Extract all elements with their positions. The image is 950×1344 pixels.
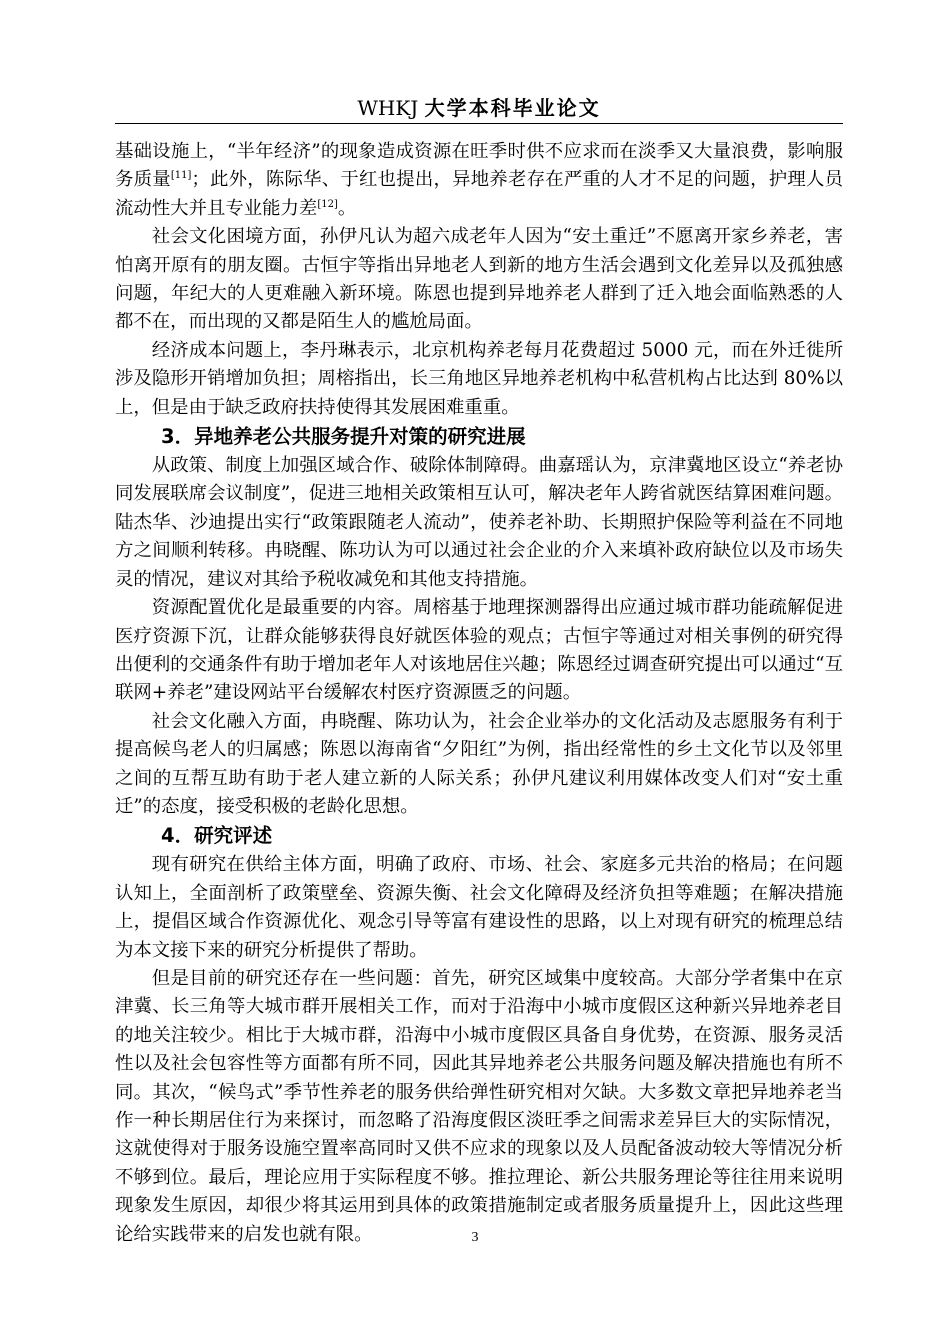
paragraph-economic-cost: 经济成本问题上，李丹琳表示，北京机构养老每月花费超过 5000 元，而在外迁徙所涉及隐形开销增加负担；周榕指出，长三角地区异地养老机构中私营机构占比达到 80%以上，但是由于缺乏政府扶持使得其发展困难重重。 xyxy=(115,339,843,418)
paragraph-review-problems: 但是目前的研究还存在一些问题：首先，研究区域集中度较高。大部分学者集中在京津冀、长三角等大城市群开展相关工作，而对于沿海中小城市度假区这种新兴异地养老目的地关注较少。相比于大城市群，沿海中小城市度假区具备自身优势，在资源、服务灵活性以及社会包容性等方面都有所不同，因此其异地养老公共服务问题及解决措施也有所不同。其次，“候鸟式”季节性养老的服务供给弹性研究相对欠缺。大多数文章把异地养老当作一种长期居住行为来探讨，而忽略了沿海度假区淡旺季之间需求差异巨大的实际情况，这就使得对于服务设施空置率高同时又供不应求的现象以及人员配备波动较大等情况分析不够到位。最后，理论应用于实际程度不够。推拉理论、新公共服务理论等往往用来说明现象发生原因，却很少将其运用到具体的政策措施制定或者服务质量提升上，因此这些理论给实践带来的启发也就有限。 xyxy=(115,967,843,1245)
paragraph-policy: 从政策、制度上加强区域合作、破除体制障碍。曲嘉瑶认为，京津冀地区设立“养老协同发展联席会议制度”，促进三地相关政策相互认可，解决老年人跨省就医结算困难问题。陆杰华、沙迪提出实行“政策跟随老人流动”，使养老补助、长期照护保险等利益在不同地方之间顺利转移。冉晓醒、陈功认为可以通过社会企业的介入来填补政府缺位以及市场失灵的情况，建议对其给予税收减免和其他支持措施。 xyxy=(115,455,843,590)
citation-ref: [12] xyxy=(317,198,338,210)
paragraph-review-summary: 现有研究在供给主体方面，明确了政府、市场、社会、家庭多元共治的格局；在问题认知上，全面剖析了政策壁垒、资源失衡、社会文化障碍及经济负担等难题；在解决措施上，提倡区域合作资源优化、观念引导等富有建设性的思路，以上对现有研究的梳理总结为本文接下来的研究分析提供了帮助。 xyxy=(115,854,843,961)
header-code: WHKJ xyxy=(357,96,419,120)
paragraph-resource-allocation: 资源配置优化是最重要的内容。周榕基于地理探测器得出应通过城市群功能疏解促进医疗资源下沉，让群众能够获得良好就医体验的观点；古恒宇等通过对相关事例的研究得出便利的交通条件有助于增加老年人对该地居住兴趣；陈恩经过调查研究提出可以通过“互联网+养老”建设网站平台缓解农村医疗资源匮乏的问题。 xyxy=(115,597,843,704)
header-title: 大学本科毕业论文 xyxy=(424,96,601,120)
paragraph-continued xyxy=(115,138,843,223)
citation-ref: [11] xyxy=(170,170,192,182)
page-number: 3 xyxy=(471,1230,479,1245)
paragraph-text: ；此外，陈际华、于红也提出，异地养老存在严重的人才不足的问题，护理人员流动性大并且专业能力差 xyxy=(115,169,843,219)
section-heading-3: 3．异地养老公共服务提升对策的研究进展 xyxy=(161,425,526,449)
paragraph-social-culture-integration: 社会文化融入方面，冉晓醒、陈功认为，社会企业举办的文化活动及志愿服务有利于提高候鸟老人的归属感；陈恩以海南省“夕阳红”为例，指出经常性的乡土文化节以及邻里之间的互帮互助有助于老人建立新的人际关系；孙伊凡建议利用媒体改变人们对“安土重迁”的态度，接受积极的老龄化思想。 xyxy=(115,710,843,817)
page-header xyxy=(115,93,843,124)
paragraph-text: 。 xyxy=(337,197,357,219)
paragraph-social-culture-dilemma: 社会文化困境方面，孙伊凡认为超六成老年人因为“安土重迁”不愿离开家乡养老，害怕离开原有的朋友圈。古恒宇等指出异地老人到新的地方生活会遇到文化差异以及孤独感问题，年纪大的人更难融入新环境。陈恩也提到异地养老人群到了迁入地会面临熟悉的人都不在，而出现的又都是陌生人的尴尬局面。 xyxy=(115,226,843,333)
section-heading-4: 4．研究评述 xyxy=(161,824,273,848)
paragraph-text: 基础设施上，“半年经济”的现象造成资源在旺季时供不应求而在淡季又大量浪费，影响服务质量 xyxy=(115,141,843,191)
body-text xyxy=(115,138,843,1249)
